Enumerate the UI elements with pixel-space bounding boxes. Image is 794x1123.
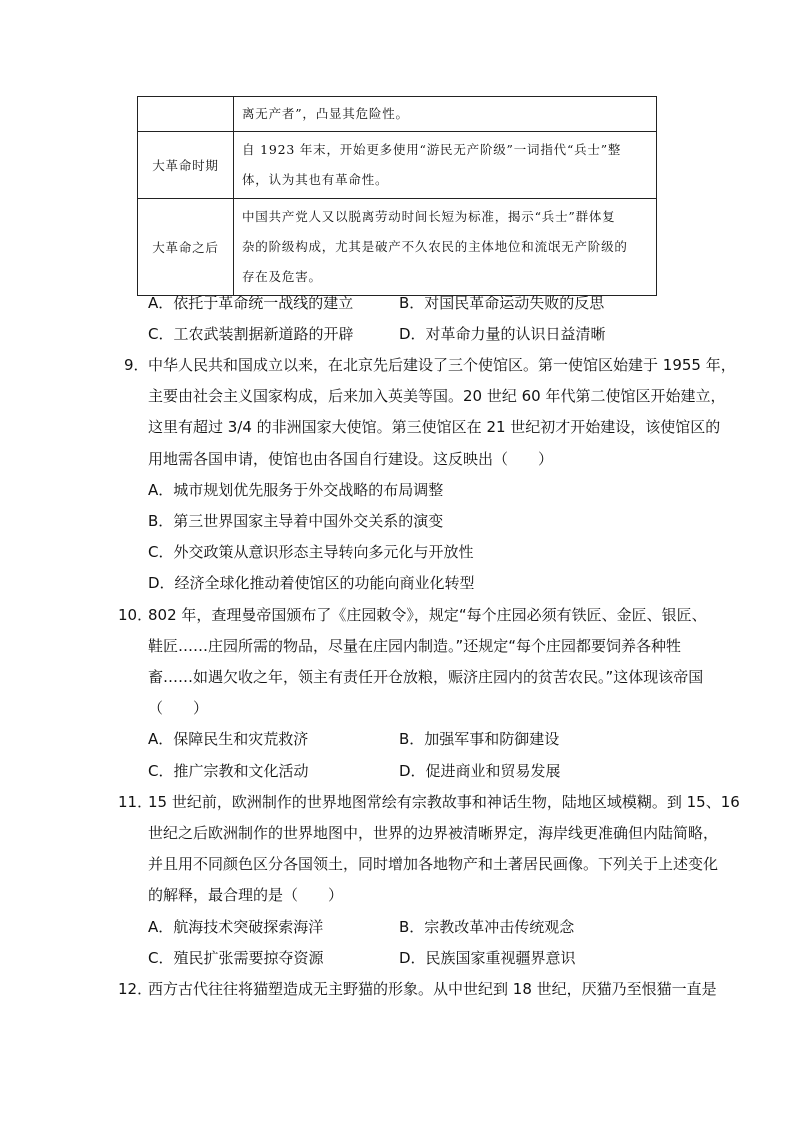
q11-option-c: C．殖民扩张需要掠夺资源 (148, 949, 324, 967)
q12-line: 西方古代往往将猫塑造成无主野猫的形象。从中世纪到 18 世纪，厌猫乃至恨猫一直是 (148, 980, 717, 998)
q10-line: （ ） (148, 699, 209, 717)
q8-option-a: A．依托于革命统一战线的建立 (148, 294, 354, 312)
comparison-table (137, 96, 657, 296)
q11-line: 世纪之后欧洲制作的世界地图中，世界的边界被清晰界定，海岸线更准确但内陆简略， (148, 824, 719, 842)
q11-option-a: A．航海技术突破探索海洋 (148, 918, 324, 936)
q9-option-b: B．第三世界国家主导着中国外交关系的演变 (148, 512, 444, 530)
q11-line: 并且用不同颜色区分各国领土，同时增加各地物产和土著居民画像。下列关于上述变化 (148, 855, 719, 873)
q10-line: 鞋匠……庄园所需的物品，尽量在庄园内制造。”还规定“每个庄园都要饲养各种牲 (148, 637, 682, 655)
table-cell-line: 自 1923 年末，开始更多使用“游民无产阶级”一词指代“兵士”整 (242, 142, 622, 157)
q10-option-c: C．推广宗教和文化活动 (148, 762, 309, 780)
table-cell-line: 存在及危害。 (242, 269, 322, 284)
q8-option-c: C．工农武装割据新道路的开辟 (148, 325, 354, 343)
q9-line: 用地需各国申请，使馆也由各国自行建设。这反映出（ ） (148, 450, 554, 468)
table-cell-line: 体，认为其也有革命性。 (242, 172, 389, 187)
question-number: 9． (124, 356, 149, 374)
question-number: 12． (118, 980, 153, 998)
q10-line: 802 年，查理曼帝国颁布了《庄园敕令》，规定“每个庄园必须有铁匠、金匠、银匠、 (148, 606, 707, 624)
table-cell-line: 杂的阶级构成，尤其是破产不久农民的主体地位和流氓无产阶级的 (242, 239, 628, 254)
q9-option-c: C．外交政策从意识形态主导转向多元化与开放性 (148, 543, 474, 561)
table-row (138, 132, 657, 199)
q11-option-b: B．宗教改革冲击传统观念 (399, 918, 575, 936)
q9-line: 这里有超过 3/4 的非洲国家大使馆。第三使馆区在 21 世纪初才开始建设，该使馆区的 (148, 418, 721, 436)
q9-option-d: D．经济全球化推动着使馆区的功能向商业化转型 (148, 574, 475, 592)
q10-option-a: A．保障民生和灾荒救济 (148, 730, 309, 748)
q9-line: 主要由社会主义国家构成，后来加入英美等国。20 世纪 60 年代第二使馆区开始建立， (148, 387, 726, 405)
q10-line: 畜……如遇欠收之年，领主有责任开仓放粮，赈济庄园内的贫苦农民。”这体现该帝国 (148, 668, 704, 686)
q11-option-d: D．民族国家重视疆界意识 (399, 949, 576, 967)
table-cell-period (138, 97, 234, 132)
q11-line: 15 世纪前，欧洲制作的世界地图常绘有宗教故事和神话生物，陆地区域模糊。到 15、16 (148, 793, 740, 811)
question-number: 10． (118, 606, 153, 624)
table-row (138, 199, 657, 296)
q11-line: 的解释，最合理的是（ ） (148, 886, 344, 904)
table-cell-line: 离无产者”，凸显其危险性。 (242, 106, 409, 121)
table-cell-content (234, 132, 657, 199)
table-cell-line: 中国共产党人又以脱离劳动时间长短为标准，揭示“兵士”群体复 (242, 209, 616, 224)
table-row (138, 97, 657, 132)
q8-option-d: D．对革命力量的认识日益清晰 (399, 325, 606, 343)
q9-option-a: A．城市规划优先服务于外交战略的布局调整 (148, 481, 444, 499)
table-cell-content (234, 97, 657, 132)
table-cell-period: 大革命时期 (138, 132, 234, 199)
q8-option-b: B．对国民革命运动失败的反思 (399, 294, 605, 312)
q10-option-d: D．促进商业和贸易发展 (399, 762, 561, 780)
q10-option-b: B．加强军事和防御建设 (399, 730, 560, 748)
q9-line: 中华人民共和国成立以来，在北京先后建设了三个使馆区。第一使馆区始建于 1955 年， (148, 356, 736, 374)
table-cell-period: 大革命之后 (138, 199, 234, 296)
question-number: 11． (118, 793, 153, 811)
table-cell-content (234, 199, 657, 296)
